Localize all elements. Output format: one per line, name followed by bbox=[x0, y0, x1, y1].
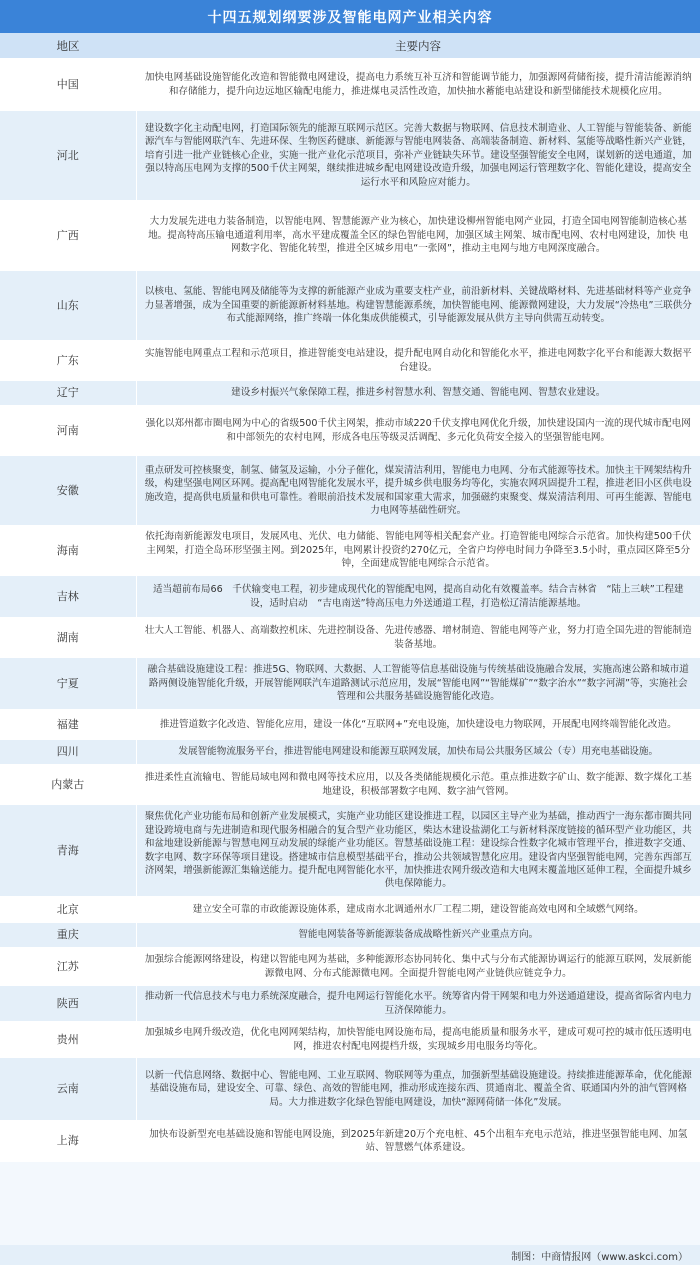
region-cell: 福建 bbox=[0, 710, 136, 740]
policy-table bbox=[0, 33, 700, 1162]
table-row bbox=[0, 576, 700, 618]
table-row bbox=[0, 618, 700, 658]
region-cell: 上海 bbox=[0, 1121, 136, 1162]
table-row bbox=[0, 456, 700, 526]
region-cell: 陕西 bbox=[0, 986, 136, 1022]
content-cell: 重点研发可控核聚变，制氢、储氢及运输，小分子催化，煤炭清洁利用，智能电力电网、分布式能源等技术。加快主干网架结构升级，构建坚强电网区环网。提高配电网智能化发展水平，提升城乡供电服务均等化，实施农网巩固提升工程，推进老旧小区供电设施改造，提高供电质量和供电可靠性。着眼前沿技术发展和国家重大需求，加强磁约束聚变、煤炭清洁利用、可再生能源、智能电力电网等基础性研究。 bbox=[136, 456, 700, 526]
content-cell: 依托海南新能源发电项目，发展风电、光伏、电力储能、智能电网等相关配套产业。打造智能电网综合示范省。加快构建500千伏主网架，打造全岛环形坚强主网。到2025年，电网累计投资约270亿元，全省户均停电时间力争降至3.5小时，重点园区降至5分钟，全面建成智能电网综合示范省。 bbox=[136, 526, 700, 576]
content-cell: 聚焦优化产业功能布局和创新产业发展模式，实施产业功能区建设推进工程，以园区主导产业为基础，推动西宁一海东都市圈共同建设跨境电商与先进制造和现代服务相融合的复合型产业功能区，柴达木建设盐湖化工与新材料深度链接的循环型产业功能区，共和盆地建设新能源与智慧电网互动发展的绿能产业功能区。智慧基础设施工程：建设综合性数字化城市管理平台，推进数字交通、数字电网、数字环保等项目建设。搭建城市信息模型基础平台，推动公共领域智慧化应用。建设省内坚强智能电网，完善东西部互济网架，增强新能源汇集输送能力。提升配电网智能化水平，加快推进农网升级改造和大电网末覆盖地区延伸工程，全面提升城乡供电保障能力。 bbox=[136, 805, 700, 897]
page-title: 十四五规划纲要涉及智能电网产业相关内容 bbox=[0, 0, 700, 33]
content-cell: 发展智能物流服务平台，推进智能电网建设和能源互联网发展，加快布局公共服务区域公（专）用充电基础设施。 bbox=[136, 740, 700, 765]
table-row bbox=[0, 1121, 700, 1162]
header-region: 地区 bbox=[0, 33, 136, 59]
content-cell: 以新一代信息网络、数据中心、智能电网、工业互联网、物联网等为重点，加强新型基础设施建设。持续推进能源革命，优化能源基础设施布局，建设安全、可靠、绿色、高效的智能电网，推动形成连接东西、贯通南北、覆盖全省、联通国内外的油气管网格局。大力推进数字化绿色智能电网建设，加快“源网荷储一体化”发展。 bbox=[136, 1058, 700, 1121]
region-cell: 中国 bbox=[0, 59, 136, 111]
content-cell: 建设乡村振兴气象保障工程，推进乡村智慧水利、智慧交通、智能电网、智慧农业建设。 bbox=[136, 381, 700, 406]
table-header-row bbox=[0, 33, 700, 59]
content-cell: 智能电网装备等新能源装备成战略性新兴产业重点方向。 bbox=[136, 923, 700, 948]
table-row bbox=[0, 897, 700, 923]
header-content: 主要内容 bbox=[136, 33, 700, 59]
table-row bbox=[0, 271, 700, 341]
region-cell: 内蒙古 bbox=[0, 765, 136, 805]
content-cell: 融合基础设施建设工程：推进5G、物联网、大数据、人工智能等信息基础设施与传统基础设施融合发展，实施高速公路和城市道路两侧设施智能化升级，开展智能网联汽车道路测试示范应用，发展“智能电网”“智能煤矿”“数字治水”“数字河湖”等，实施社会管理和公共服务基础设施智能化改造。 bbox=[136, 658, 700, 710]
content-cell: 加强综合能源网络建设，构建以智能电网为基础，多种能源形态协同转化、集中式与分布式能源协调运行的能源互联网，发展新能源微电网、分布式能源微电网。全面提升智能电网产业链供应链竞争力。 bbox=[136, 948, 700, 986]
content-cell: 推进柔性直流输电、智能局域电网和微电网等技术应用，以及各类储能规模化示范。重点推进数字矿山、数字能源、数字煤化工基地建设，积极部署数字电网、数字油气管网。 bbox=[136, 765, 700, 805]
region-cell: 吉林 bbox=[0, 576, 136, 618]
region-cell: 湖南 bbox=[0, 618, 136, 658]
table-row bbox=[0, 1022, 700, 1058]
content-cell: 适当超前布局66 千伏输变电工程，初步建成现代化的智能配电网，提高自动化有效覆盖率。结合吉林省 “陆上三峡”工程建设，适时启动 “吉电南送”特高压电力外送通道工程，打造松辽清洁能源基地。 bbox=[136, 576, 700, 618]
content-cell: 加快电网基础设施智能化改造和智能微电网建设，提高电力系统互补互济和智能调节能力，加强源网荷储衔接，提升清洁能源消纳和存储能力，提升向边远地区输配电能力，推进煤电灵活性改造，加快抽水蓄能电站建设和新型储能技术规模化应用。 bbox=[136, 59, 700, 111]
table-row bbox=[0, 658, 700, 710]
region-cell: 安徽 bbox=[0, 456, 136, 526]
table-row bbox=[0, 1058, 700, 1121]
region-cell: 山东 bbox=[0, 271, 136, 341]
table-row bbox=[0, 201, 700, 271]
table-row bbox=[0, 986, 700, 1022]
content-cell: 加快布设新型充电基础设施和智能电网设施，到2025年新建20万个充电桩、45个出租车充电示范站，推进坚强智能电网、加氢站、智慧燃气体系建设。 bbox=[136, 1121, 700, 1162]
content-cell: 强化以郑州都市圈电网为中心的省级500千伏主网架，推动市域220千伏支撑电网优化升级，加快建设国内一流的现代城市配电网和中部领先的农村电网，形成各电压等级灵活调配、多元化负荷安全接入的坚强智能电网。 bbox=[136, 406, 700, 456]
region-cell: 宁夏 bbox=[0, 658, 136, 710]
table-body bbox=[0, 59, 700, 1162]
source-footer: 制图：中商情报网（www.askci.com） bbox=[0, 1245, 700, 1265]
region-cell: 辽宁 bbox=[0, 381, 136, 406]
table-row bbox=[0, 710, 700, 740]
table-row bbox=[0, 111, 700, 201]
content-cell: 以核电、氢能、智能电网及储能等为支撑的新能源产业成为重要支柱产业，前沿新材料、关键战略材料、先进基础材料等产业竞争力显著增强，成为全国重要的新能源新材料基地。构建智慧能源系统，加快智能电网、能源微网建设，大力发展“冷热电”三联供分布式能源网络，推广终端一体化集成供能模式，引导能源发展从供方主导向供需互动转变。 bbox=[136, 271, 700, 341]
table-row bbox=[0, 805, 700, 897]
content-cell: 建立安全可靠的市政能源设施体系，建成南水北调通州水厂工程二期，建设智能高效电网和全域燃气网络。 bbox=[136, 897, 700, 923]
region-cell: 河北 bbox=[0, 111, 136, 201]
table-row bbox=[0, 381, 700, 406]
region-cell: 青海 bbox=[0, 805, 136, 897]
region-cell: 云南 bbox=[0, 1058, 136, 1121]
table-row bbox=[0, 948, 700, 986]
table-row bbox=[0, 341, 700, 381]
region-cell: 河南 bbox=[0, 406, 136, 456]
content-cell: 建设数字化主动配电网，打造国际领先的能源互联网示范区。完善大数据与物联网、信息技术制造业、人工智能与智能装备、新能源汽车与智能网联汽车、先进环保、生物医药健康、新能源与智能电网装备、高端装备制造、新材料、氢能等战略性新兴产业链，培育引进一批产业链核心企业，实施一批产业化示范项目，弥补产业链缺失环节。建设坚强智能安全电网，谋划新的送电通道，加强以特高压电网为支撑的500千伏主网架，继续推进城乡配电网建设改造升级，加强电网运行管理数字化、智能化建设，提高安全运行水平和风险应对能力。 bbox=[136, 111, 700, 201]
table-row bbox=[0, 740, 700, 765]
region-cell: 江苏 bbox=[0, 948, 136, 986]
region-cell: 四川 bbox=[0, 740, 136, 765]
content-cell: 实施智能电网重点工程和示范项目，推进智能变电站建设，提升配电网自动化和智能化水平，推进电网数字化平台和能源大数据平台建设。 bbox=[136, 341, 700, 381]
content-cell: 加强城乡电网升级改造，优化电网网架结构，加快智能电网设施布局，提高电能质量和服务水平，建成可观可控的城市低压透明电网，推进农村配电网提档升级，实现城乡用电服务均等化。 bbox=[136, 1022, 700, 1058]
region-cell: 广东 bbox=[0, 341, 136, 381]
table-row bbox=[0, 406, 700, 456]
content-cell: 推动新一代信息技术与电力系统深度融合，提升电网运行智能化水平。统筹省内骨干网架和电力外送通道建设，提高省际省内电力互济保障能力。 bbox=[136, 986, 700, 1022]
content-cell: 大力发展先进电力装备制造，以智能电网、智慧能源产业为核心，加快建设柳州智能电网产业园，打造全国电网智能制造核心基地。提高特高压输电通道利用率，高水平建成覆盖全区的绿色智能电网，加强区域主网架、城市配电网、农村电网建设，加快 电网数字化、智能化转型，推进全区城乡用电“一张网”，推动主电网与地方电网深度融合。 bbox=[136, 201, 700, 271]
region-cell: 海南 bbox=[0, 526, 136, 576]
region-cell: 广西 bbox=[0, 201, 136, 271]
table-row bbox=[0, 526, 700, 576]
table-row bbox=[0, 923, 700, 948]
region-cell: 北京 bbox=[0, 897, 136, 923]
content-cell: 壮大人工智能、机器人、高端数控机床、先进控制设备、先进传感器、增材制造、智能电网等产业，努力打造全国先进的智能制造装备基地。 bbox=[136, 618, 700, 658]
table-row bbox=[0, 765, 700, 805]
content-cell: 推进管道数字化改造、智能化应用，建设一体化“互联网+”充电设施，加快建设电力物联网，开展配电网终端智能化改造。 bbox=[136, 710, 700, 740]
region-cell: 重庆 bbox=[0, 923, 136, 948]
table-row bbox=[0, 59, 700, 111]
region-cell: 贵州 bbox=[0, 1022, 136, 1058]
